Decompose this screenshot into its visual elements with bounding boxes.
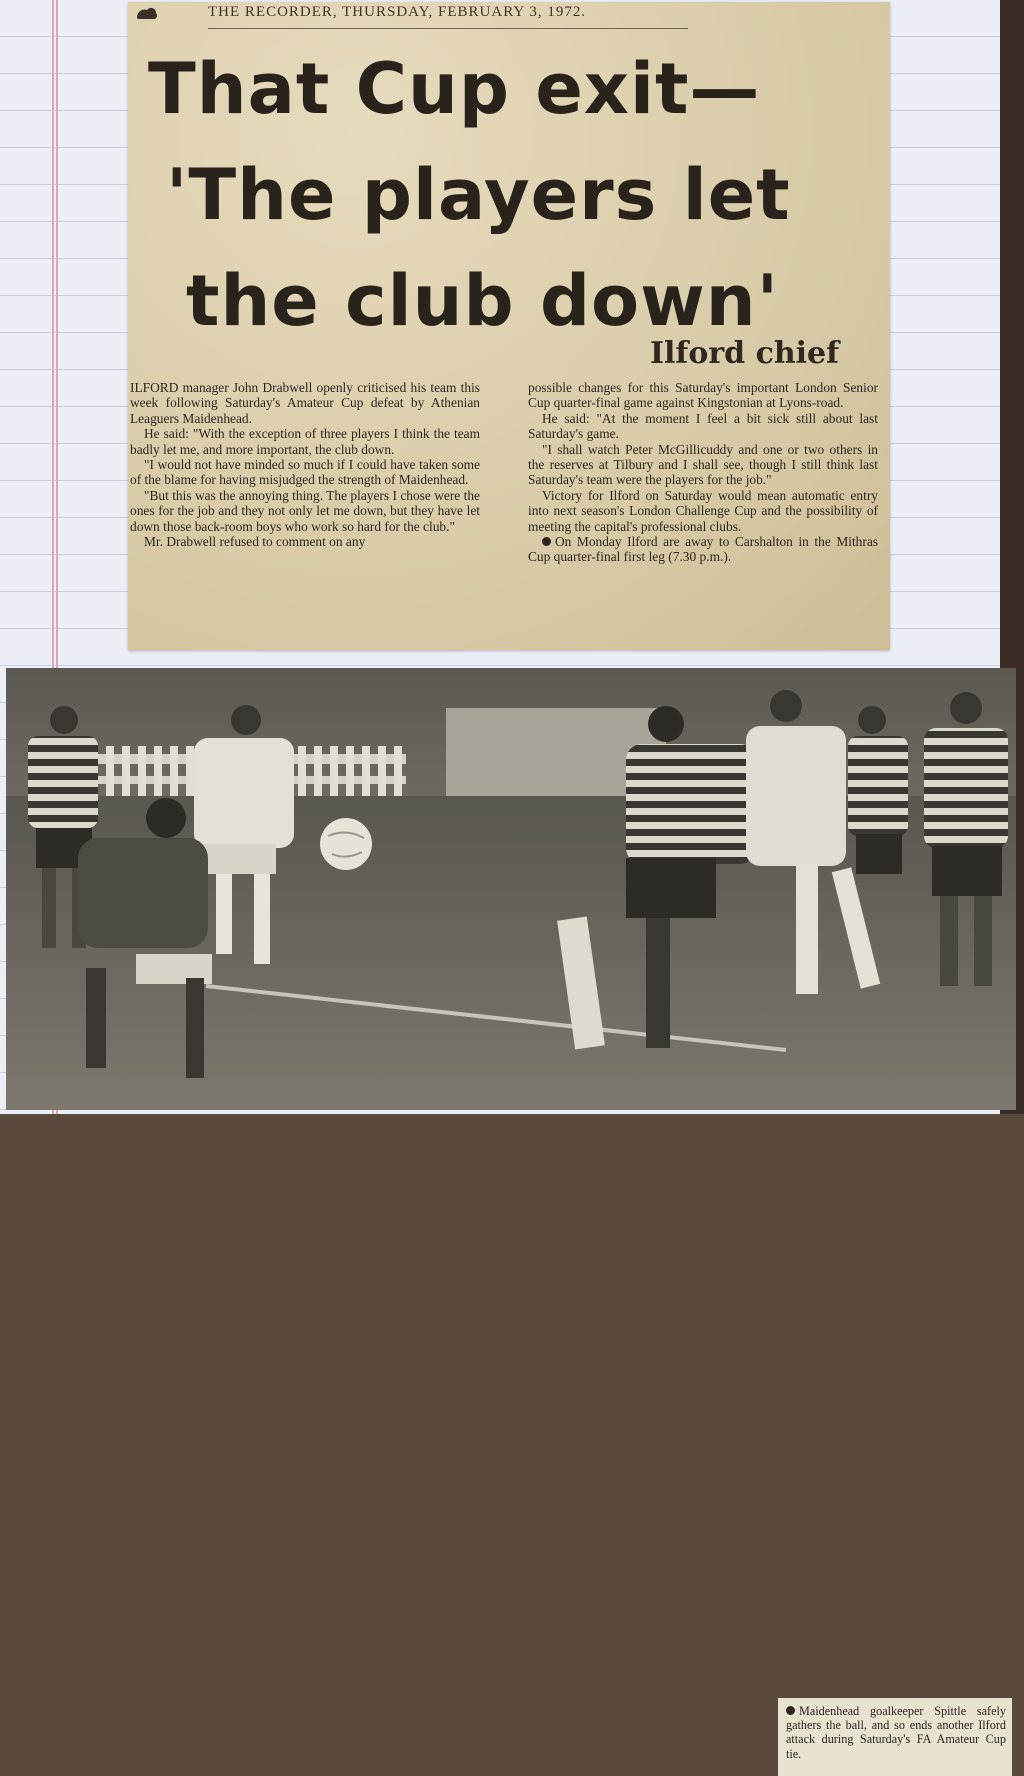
paragraph: Victory for Ilford on Saturday would mean automatic entry into next season's London Challenge Cup and the possibility of meeting the capital's professional clubs. [528,487,878,534]
paragraph: "I shall watch Peter McGillicuddy and one or two others in the reserves at Tilbury and I shall see, though I still think last Saturday's team were the players for the job." [528,441,878,488]
football [320,818,372,870]
match-photograph [6,668,1016,1761]
headline-line-3: the club down' [186,260,780,342]
paragraph: ILFORD manager John Drabwell openly criticised his team this week following Saturday's Amateur Cup defeat by Athenian Leaguers Maidenhead. [130,380,480,426]
paragraph: "But this was the annoying thing. The players I chose were the ones for the job and they not only let me down, but they have let down those back-room boys who work so hard for the club." [130,487,480,534]
bullet-icon [542,537,551,546]
article-column-right [528,380,878,565]
paragraph: Mr. Drabwell refused to comment on any [144,534,366,550]
dateline: THE RECORDER, THURSDAY, FEBRUARY 3, 1972. [208,4,587,20]
dateline-rule [208,28,688,29]
caption-text: Maidenhead goalkeeper Spittle safely gathers the ball, and so ends another Ilford attack during Saturday's FA Amateur Cup tie. [786,1704,1006,1761]
paragraph: possible changes for this Saturday's important London Senior Cup quarter-final game against Kingstonian at Lyons-road. [528,380,878,411]
newspaper-clipping [128,2,890,650]
paragraph: He said: "At the moment I feel a bit sick still about last Saturday's game. [528,410,878,442]
paragraph: He said: "With the exception of three players I think the team badly let me, and more important, the club down. [130,426,480,457]
paragraph-text: On Monday Ilford are away to Carshalton in the Mithras Cup quarter-final first leg (7.30 p.m.). [528,534,878,565]
headline-line-1: That Cup exit— [148,48,761,130]
article-column-left [130,380,480,549]
paragraph [528,534,878,565]
newspaper-logo-icon [134,4,160,22]
headline-line-2: 'The players let [166,154,791,236]
bullet-icon [786,1706,795,1715]
headline [148,36,878,354]
photo-caption [778,1698,1012,1776]
paragraph: "I would not have minded so much if I could have taken some of the blame for having misjudged the strength of Maidenhead. [130,457,480,488]
subheading: Ilford chief [650,336,840,371]
football-match-illustration [6,668,1016,1110]
